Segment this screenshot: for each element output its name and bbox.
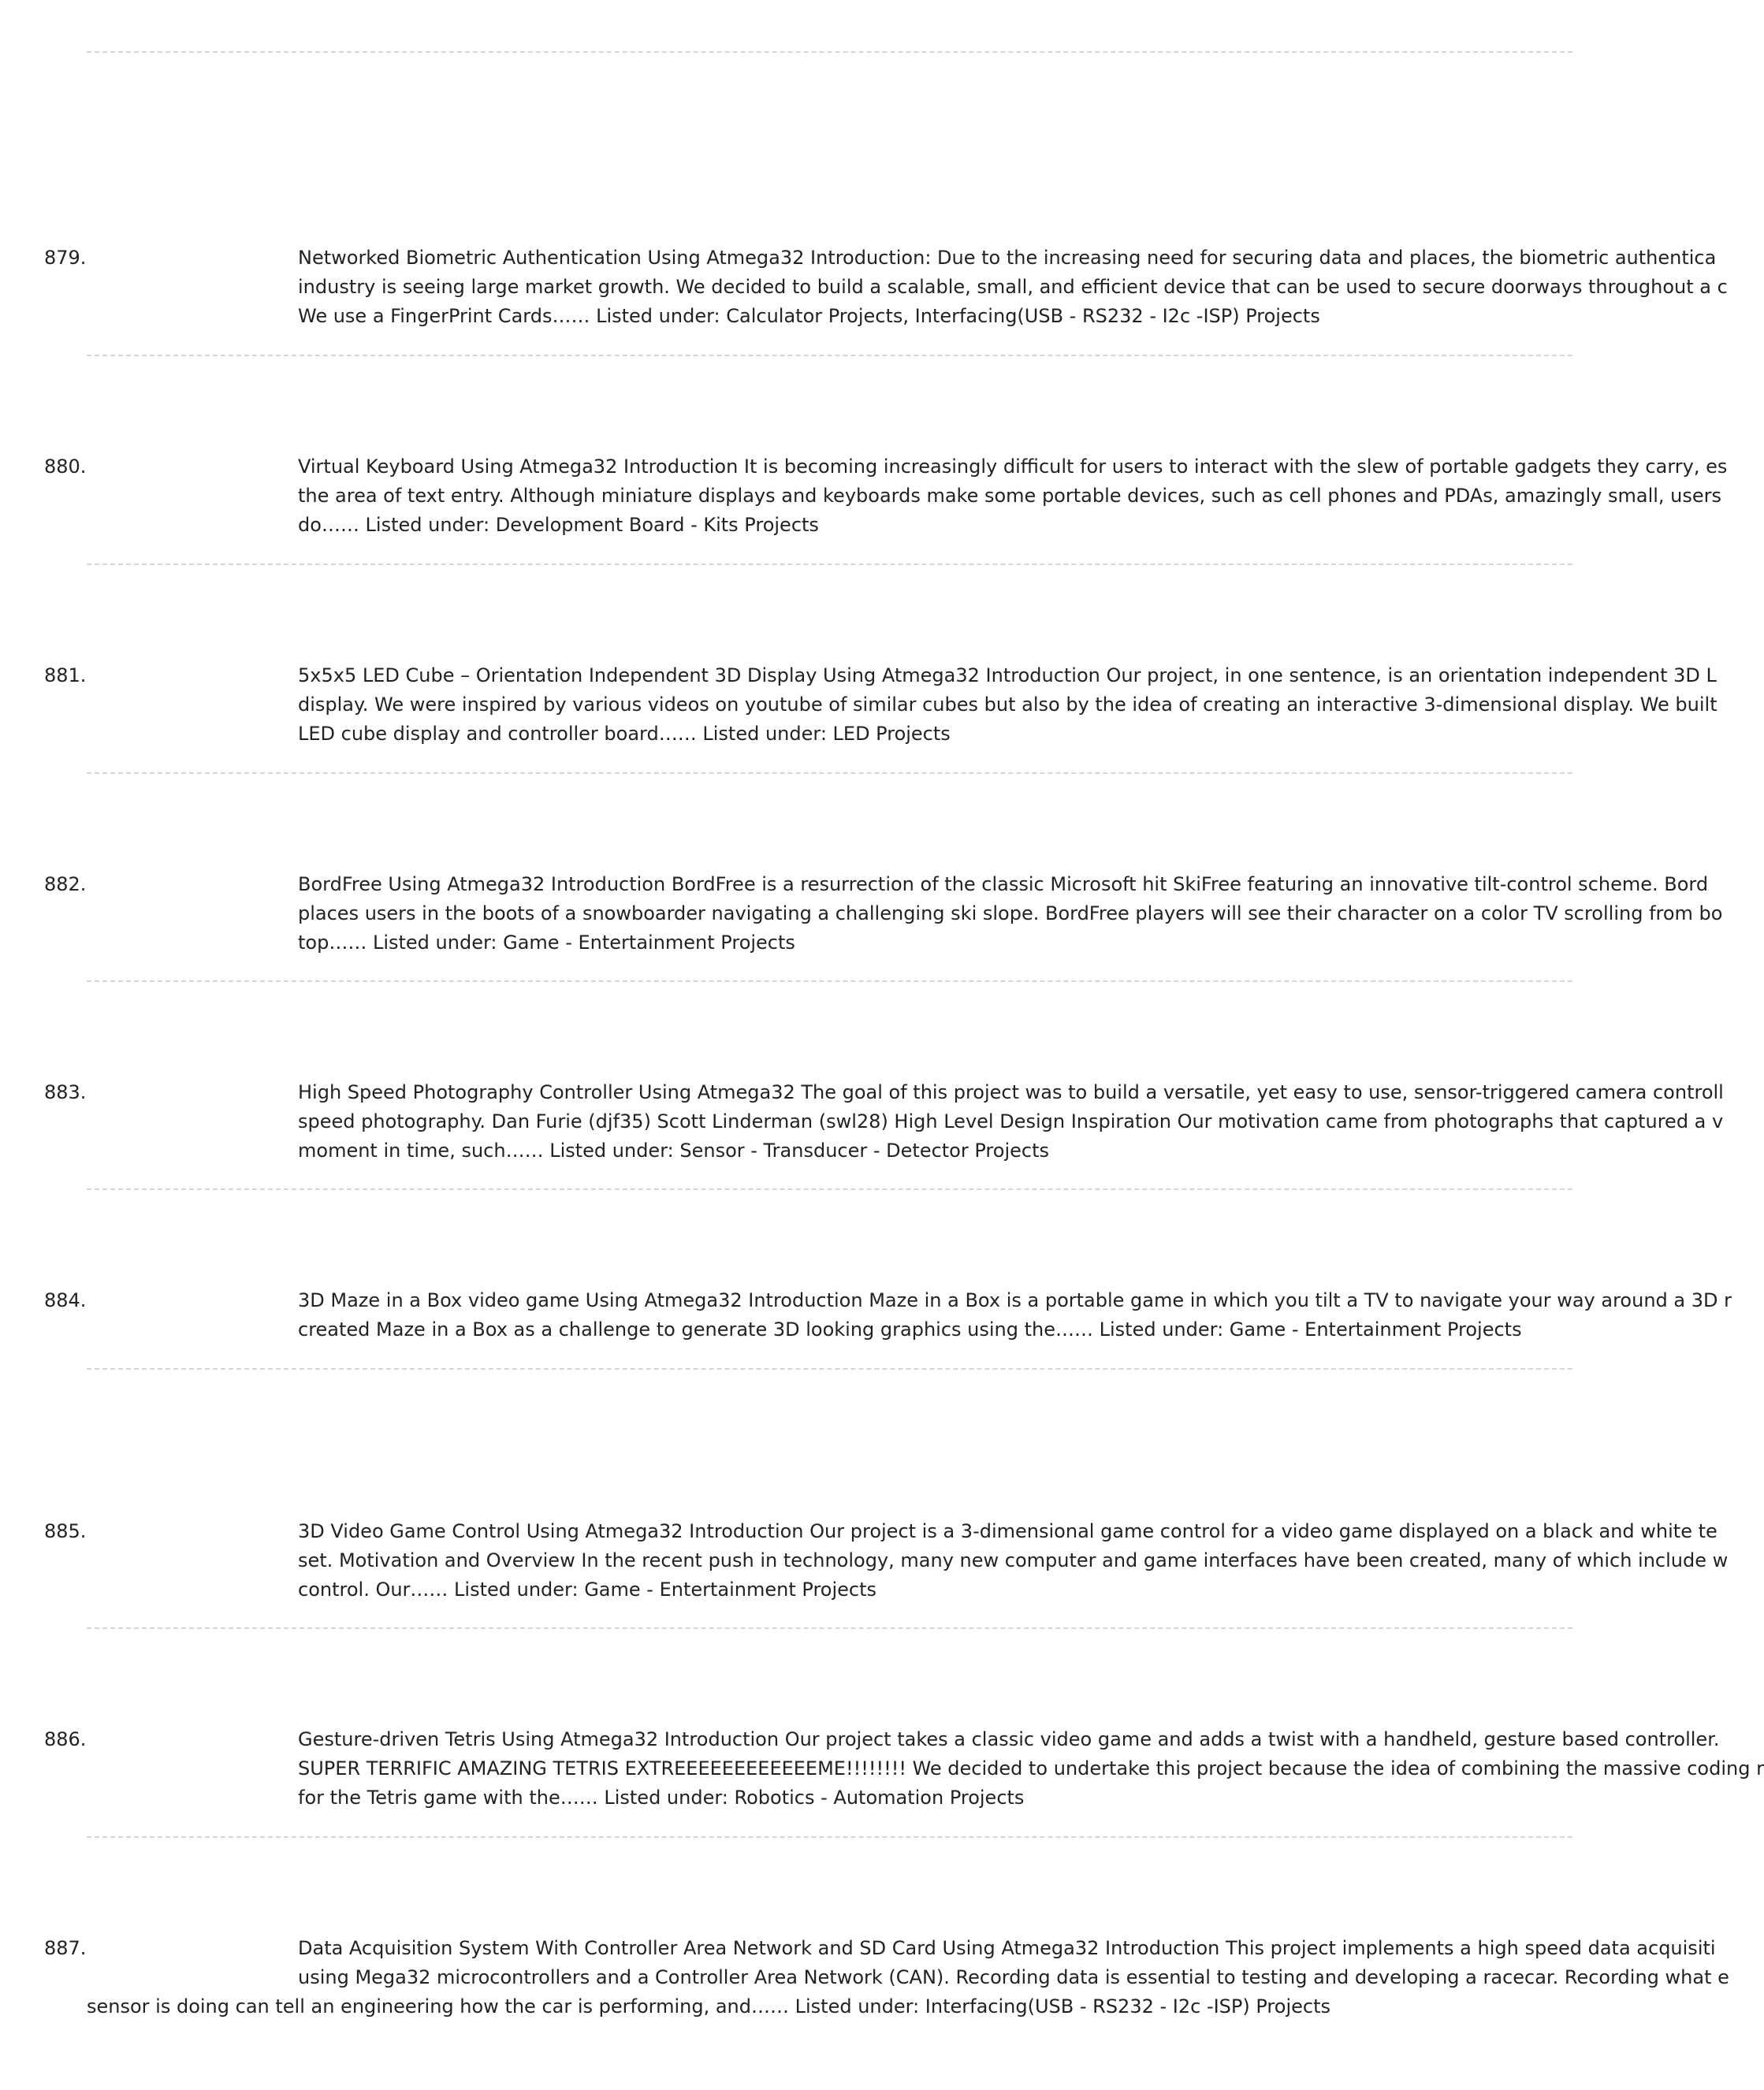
- item-description-line: SUPER TERRIFIC AMAZING TETRIS EXTREEEEEEEEEEEEME!!!!!!!! We decided to undertake this project because the idea of combining the massive coding r: [298, 1757, 1764, 1779]
- list-item: [0, 1517, 1729, 1612]
- item-description-line[interactable]: 3D Video Game Control Using Atmega32 Introduction Our project is a 3-dimensional game control for a video game displayed on a black and white te: [298, 1520, 1717, 1542]
- divider: [87, 1188, 1572, 1190]
- item-number: 882.: [44, 873, 87, 895]
- item-description-line: sensor is doing can tell an engineering how the car is performing, and…… Listed under: Interfacing(USB - RS232 - I2c -ISP) Projects: [87, 1995, 1330, 2017]
- item-description-line: the area of text entry. Although miniature displays and keyboards make some portable devices, such as cell phones and PDAs, amazingly small, users: [298, 485, 1722, 507]
- item-number: 879.: [44, 247, 87, 269]
- divider: [87, 980, 1572, 982]
- list-item: [0, 1078, 1724, 1173]
- item-description-line: LED cube display and controller board…… Listed under: LED Projects: [298, 723, 951, 745]
- item-description-line[interactable]: BordFree Using Atmega32 Introduction BordFree is a resurrection of the classic Microsoft hit SkiFree featuring an innovative tilt-control scheme. Bord: [298, 873, 1709, 895]
- list-item: [0, 661, 1717, 756]
- item-description-line[interactable]: Data Acquisition System With Controller Area Network and SD Card Using Atmega32 Introduction This project implements a high speed data acquisiti: [298, 1937, 1716, 1959]
- item-description-line: control. Our…… Listed under: Game - Entertainment Projects: [298, 1579, 877, 1601]
- list-item: [0, 244, 1728, 338]
- item-description-line: display. We were inspired by various videos on youtube of similar cubes but also by the idea of creating an interactive 3-dimensional display. We built: [298, 694, 1717, 716]
- item-description-line: places users in the boots of a snowboarder navigating a challenging ski slope. BordFree players will see their character on a color TV scrolling from bo: [298, 902, 1723, 924]
- list-item: [0, 452, 1728, 547]
- list-item: [0, 870, 1723, 965]
- item-description-line: for the Tetris game with the…… Listed under: Robotics - Automation Projects: [298, 1787, 1025, 1809]
- list-item: [0, 1934, 1729, 2029]
- item-description-line: do…… Listed under: Development Board - Kits Projects: [298, 514, 819, 536]
- item-description-line: top…… Listed under: Game - Entertainment Projects: [298, 932, 795, 954]
- item-description-line: industry is seeing large market growth. We decided to build a scalable, small, and efficient device that can be used to secure doorways throughout a c: [298, 276, 1728, 298]
- item-description-line: set. Motivation and Overview In the recent push in technology, many new computer and game interfaces have been created, many of which include w: [298, 1549, 1729, 1571]
- divider: [87, 563, 1572, 565]
- divider: [87, 1627, 1572, 1629]
- item-number: 886.: [44, 1728, 87, 1750]
- item-description-line: We use a FingerPrint Cards…… Listed under: Calculator Projects, Interfacing(USB - RS232 - I2c -ISP) Projects: [298, 305, 1320, 327]
- item-description-line[interactable]: 3D Maze in a Box video game Using Atmega32 Introduction Maze in a Box is a portable game in which you tilt a TV to navigate your way around a 3D r: [298, 1289, 1732, 1311]
- item-description-line[interactable]: High Speed Photography Controller Using Atmega32 The goal of this project was to build a versatile, yet easy to use, sensor-triggered camera controll: [298, 1081, 1724, 1103]
- item-description-line[interactable]: Virtual Keyboard Using Atmega32 Introduction It is becoming increasingly difficult for users to interact with the slew of portable gadgets they carry, es: [298, 456, 1728, 478]
- item-description-line: moment in time, such…… Listed under: Sensor - Transducer - Detector Projects: [298, 1140, 1049, 1162]
- divider: [87, 1836, 1572, 1838]
- list-item: [0, 1286, 1732, 1381]
- item-description-line: using Mega32 microcontrollers and a Controller Area Network (CAN). Recording data is essential to testing and developing a racecar. Recording what e: [298, 1966, 1729, 1988]
- divider: [87, 1368, 1572, 1370]
- item-number: 883.: [44, 1081, 87, 1103]
- item-number: 884.: [44, 1289, 87, 1311]
- item-description-line[interactable]: Gesture-driven Tetris Using Atmega32 Introduction Our project takes a classic video game and adds a twist with a handheld, gesture based controller.: [298, 1728, 1720, 1750]
- item-number: 887.: [44, 1937, 87, 1959]
- item-description-line[interactable]: 5x5x5 LED Cube – Orientation Independent 3D Display Using Atmega32 Introduction Our project, in one sentence, is an orientation independent 3D L: [298, 664, 1717, 686]
- divider: [87, 51, 1572, 53]
- divider: [87, 772, 1572, 774]
- item-number: 885.: [44, 1520, 87, 1542]
- item-description-line[interactable]: Networked Biometric Authentication Using Atmega32 Introduction: Due to the increasing need for securing data and places, the biometric authentica: [298, 247, 1717, 269]
- divider: [87, 355, 1572, 356]
- item-description-line: created Maze in a Box as a challenge to generate 3D looking graphics using the…… Listed under: Game - Entertainment Projects: [298, 1318, 1522, 1341]
- item-number: 880.: [44, 456, 87, 478]
- item-description-line: speed photography. Dan Furie (djf35) Scott Linderman (swl28) High Level Design Inspiration Our motivation came from photographs that captured a v: [298, 1110, 1724, 1132]
- list-item: [0, 1725, 1764, 1820]
- item-number: 881.: [44, 664, 87, 686]
